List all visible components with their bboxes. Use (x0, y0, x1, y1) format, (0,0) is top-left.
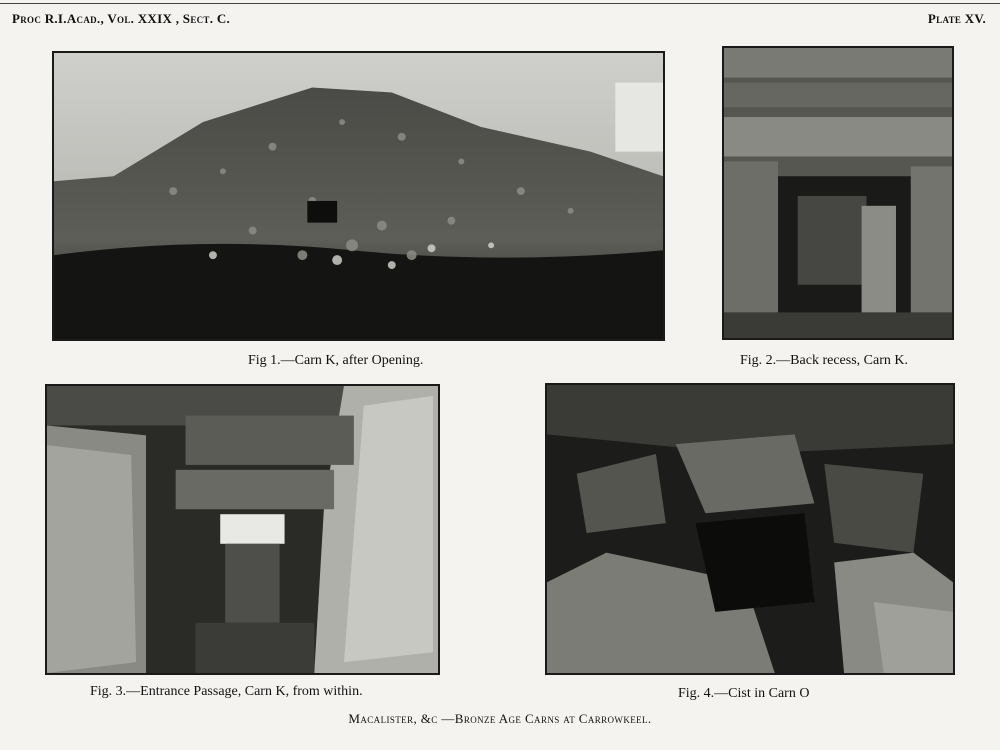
figure-1-caption: Fig 1.—Carn K, after Opening. (248, 353, 424, 368)
top-rule (0, 3, 1000, 4)
cist-image (547, 385, 953, 673)
figure-3-caption: Fig. 3.—Entrance Passage, Carn K, from within. (90, 684, 363, 699)
journal-header: Proc R.I.Acad., Vol. XXIX , Sect. C. (12, 11, 231, 26)
figure-4-photo (545, 383, 955, 675)
figure-4-caption: Fig. 4.—Cist in Carn O (678, 686, 810, 701)
figure-2-photo (722, 46, 954, 340)
figure-2-caption: Fig. 2.—Back recess, Carn K. (740, 353, 908, 368)
cairn-mound-image (54, 53, 663, 339)
figure-3-photo (45, 384, 440, 675)
entrance-passage-image (47, 386, 438, 673)
figure-1-photo (52, 51, 665, 341)
plate-footer-title: Macalister, &c —Bronze Age Carns at Carrowkeel. (348, 711, 652, 726)
back-recess-image (724, 48, 952, 338)
plate-number: Plate XV. (927, 11, 986, 26)
